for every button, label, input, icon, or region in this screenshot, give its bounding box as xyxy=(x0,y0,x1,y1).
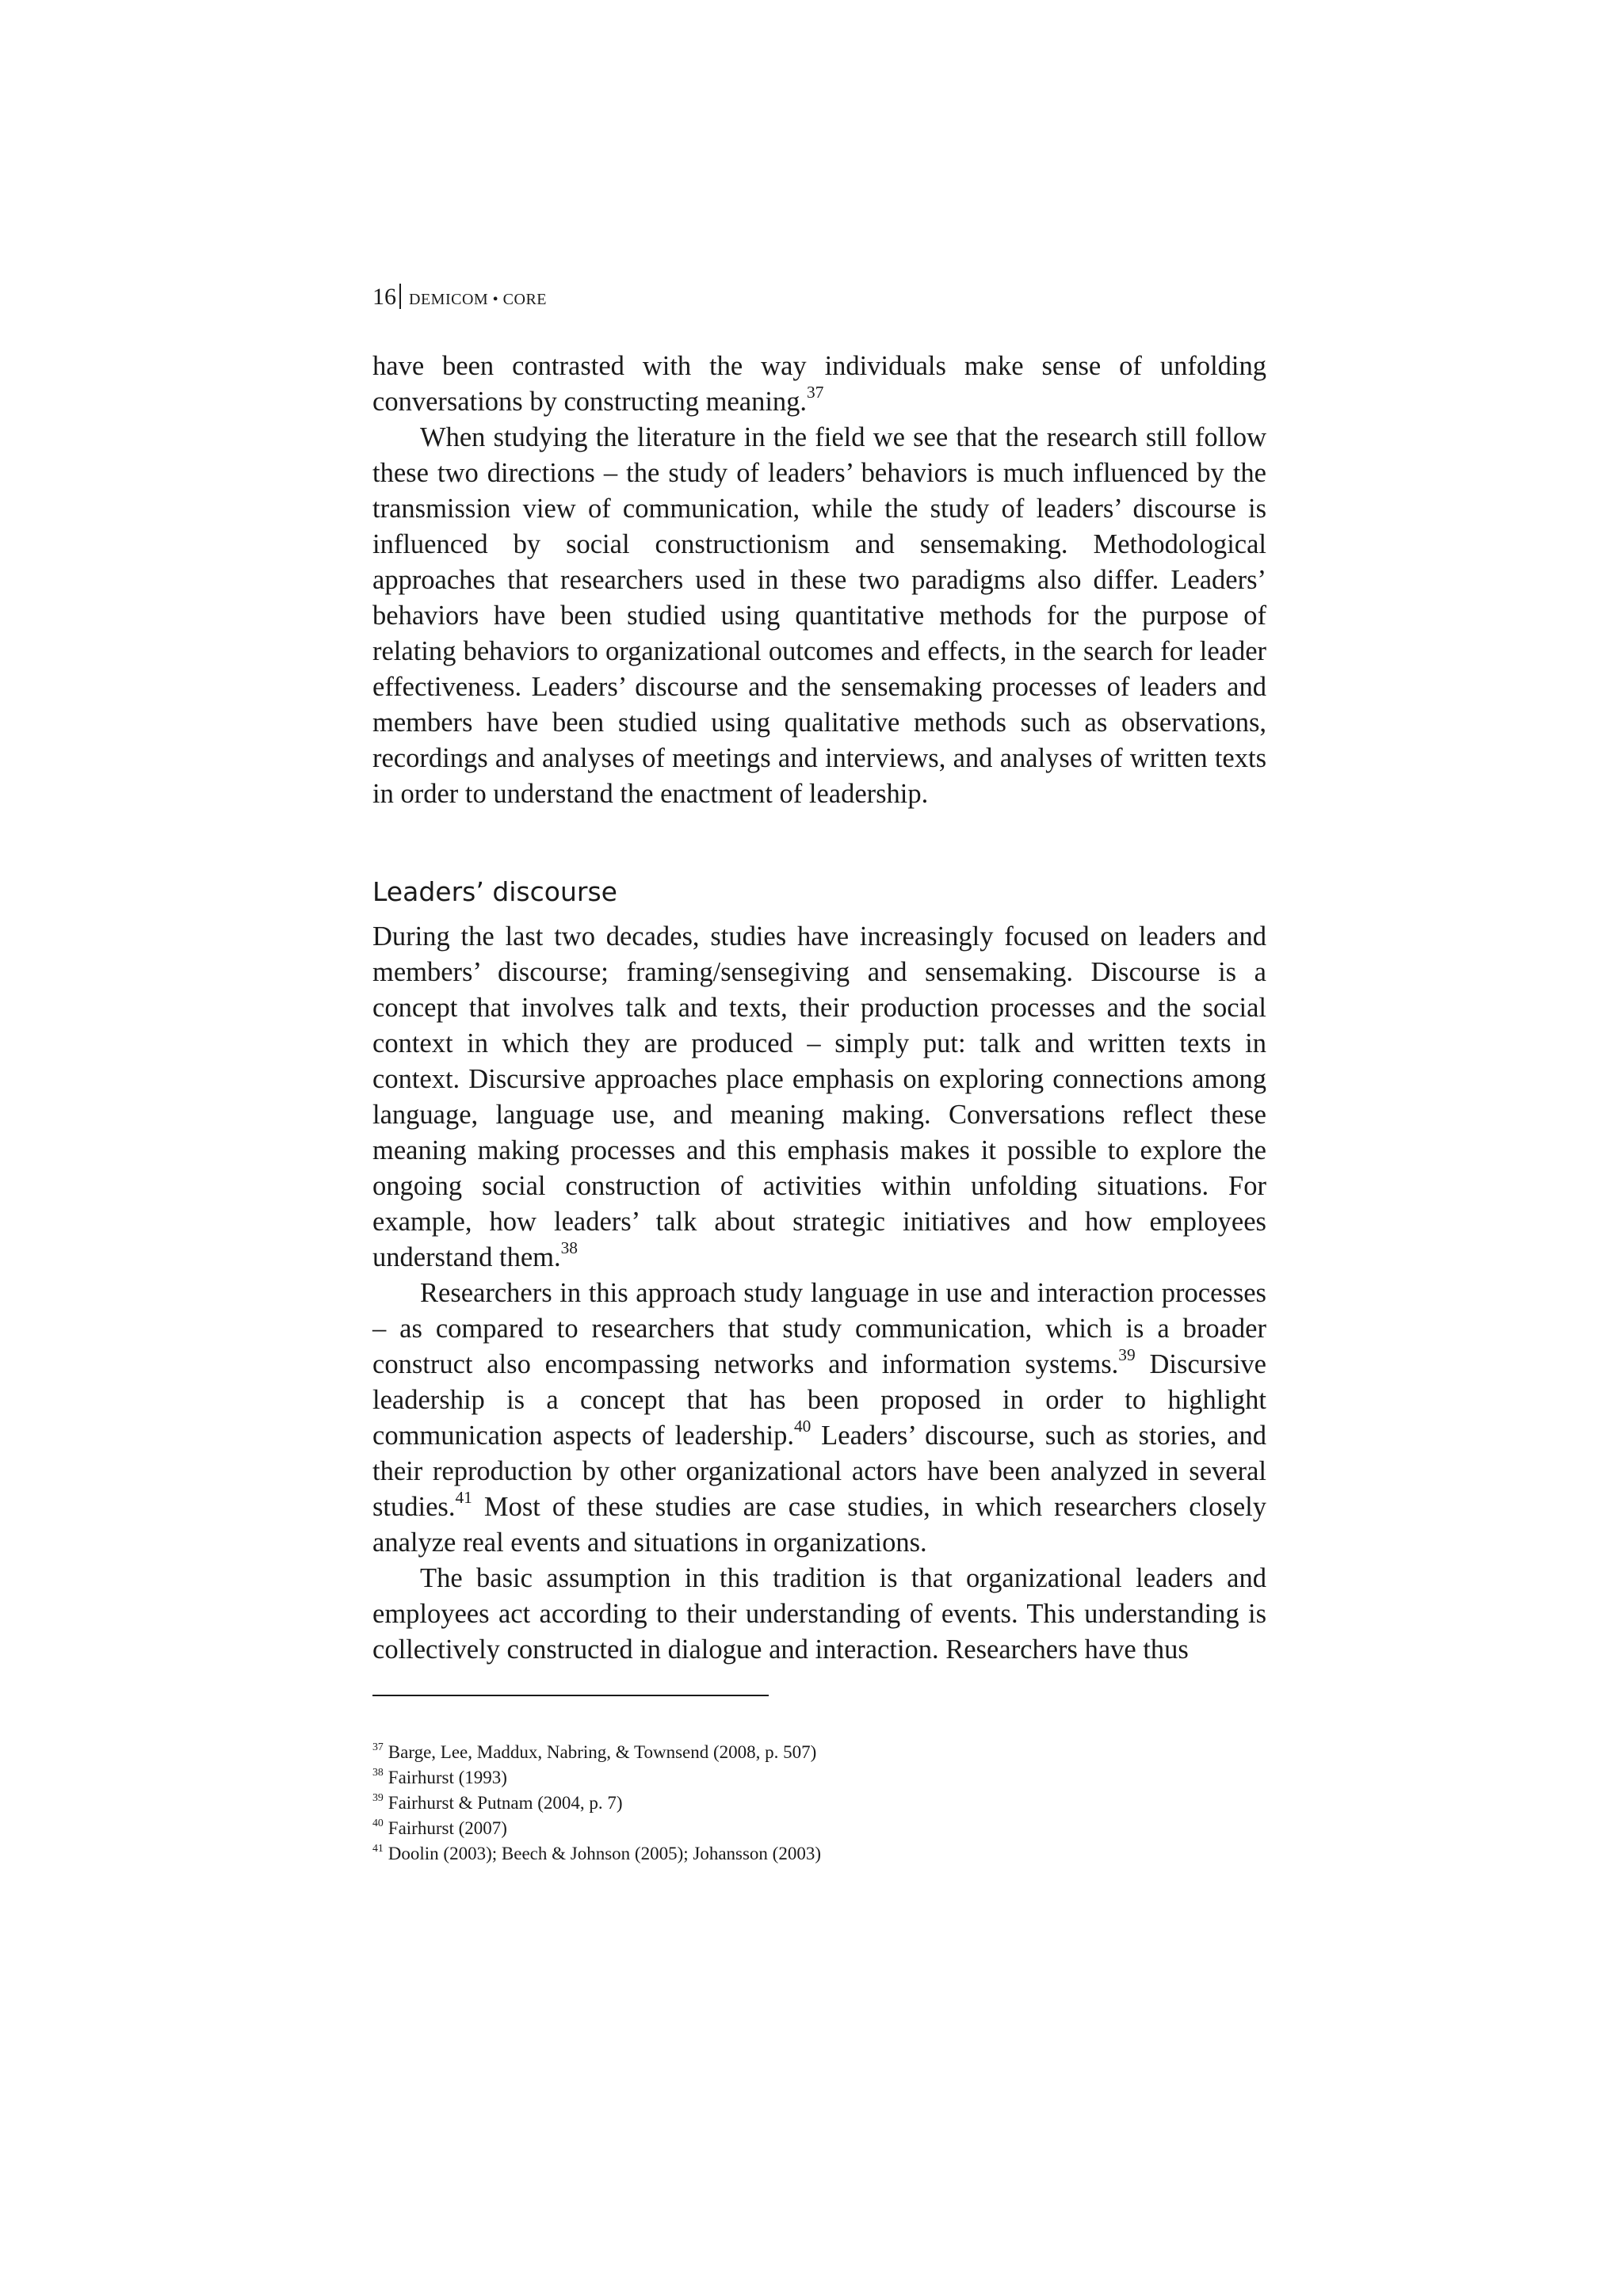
paragraph: have been contrasted with the way individuals make sense of unfolding conversations by constructing meaning.$^{37}$ xyxy=(372,351,1266,417)
footnote-text: Fairhurst (1993) xyxy=(388,1768,507,1787)
footnote-number: 41 xyxy=(372,1842,384,1855)
footnote-ref: 40 xyxy=(793,1416,812,1436)
page-number: 16 xyxy=(372,284,396,310)
footnote-ref: 38 xyxy=(560,1238,578,1257)
footnote xyxy=(372,1765,1266,1791)
journal-name: DEMICOM • CORE xyxy=(409,291,548,308)
footnote-ref: 41 xyxy=(455,1487,472,1507)
footnote-number: 38 xyxy=(372,1766,384,1779)
section-leaders-discourse-text xyxy=(372,919,1266,1668)
section-heading: Leaders’ discourse xyxy=(372,876,617,907)
footnote-ref: 39 xyxy=(1118,1344,1136,1364)
footnote-number: 40 xyxy=(372,1817,384,1829)
paragraph: During the last two decades, studies have increasingly focused on leaders and members’ discourse; framing/sensegiving and sensemaking. Discourse is a concept that involves talk and texts, their production processes and the social context in which they are produced – simply put: talk and written texts in context. Discursive approaches place emphasis on exploring connections among language, language use, and meaning making. Conversations reflect these meaning making processes and this emphasis makes it possible to explore the ongoing social construction of activities within unfolding situations. For example, how leaders’ talk about strategic initiatives and how employees understand them.$^{38}$ xyxy=(372,921,1266,1272)
footnote-text: Fairhurst & Putnam (2004, p. 7) xyxy=(388,1793,623,1813)
footnote xyxy=(372,1841,1266,1867)
footnote-text: Fairhurst (2007) xyxy=(388,1818,507,1838)
footnote xyxy=(372,1740,1266,1765)
footnotes xyxy=(372,1740,1266,1867)
footnote-number: 39 xyxy=(372,1791,384,1804)
footnote-separator xyxy=(372,1695,769,1696)
footnote-text: Doolin (2003); Beech & Johnson (2005); Johansson (2003) xyxy=(388,1844,821,1863)
footnote-ref: 37 xyxy=(807,382,824,402)
section-intro-text xyxy=(372,349,1266,812)
footnote-text: Barge, Lee, Maddux, Nabring, & Townsend (2008, p. 507) xyxy=(388,1742,817,1762)
paragraph: Researchers in this approach study language in use and interaction processes – as compared to researchers that study communication, which is a broader construct also encompassing networks and information systems.$^{39}$ Discursive leadership is a concept that has been proposed in order to highlight communication aspects of leadership.$^{40}$ Leaders’ discourse, such as stories, and their reproduction by other organizational actors have been analyzed in several studies.$^{41}$ Most of these studies are case studies, in which researchers closely analyze real events and situations in organizations. xyxy=(372,1278,1266,1558)
paragraph: The basic assumption in this tradition is that organizational leaders and employees act according to their understanding of events. This understanding is collectively constructed in dialogue and interaction. Researchers have thus xyxy=(372,1563,1266,1665)
footnote xyxy=(372,1791,1266,1816)
footnote-number: 37 xyxy=(372,1741,384,1753)
footnote xyxy=(372,1816,1266,1841)
header-divider xyxy=(399,284,401,309)
paragraph: When studying the literature in the field we see that the research still follow these two directions – the study of leaders’ behaviors is much influenced by the transmission view of communication, while the study of leaders’ discourse is influenced by social constructionism and sensemaking. Methodological approaches that researchers used in these two paradigms also differ. Leaders’ behaviors have been studied using quantitative methods for the purpose of relating behaviors to organizational outcomes and effects, in the search for leader effectiveness. Leaders’ discourse and the sensemaking processes of leaders and members have been studied using qualitative methods such as observations, recordings and analyses of meetings and interviews, and analyses of written texts in order to understand the enactment of leadership. xyxy=(372,422,1266,809)
running-header xyxy=(372,284,547,313)
